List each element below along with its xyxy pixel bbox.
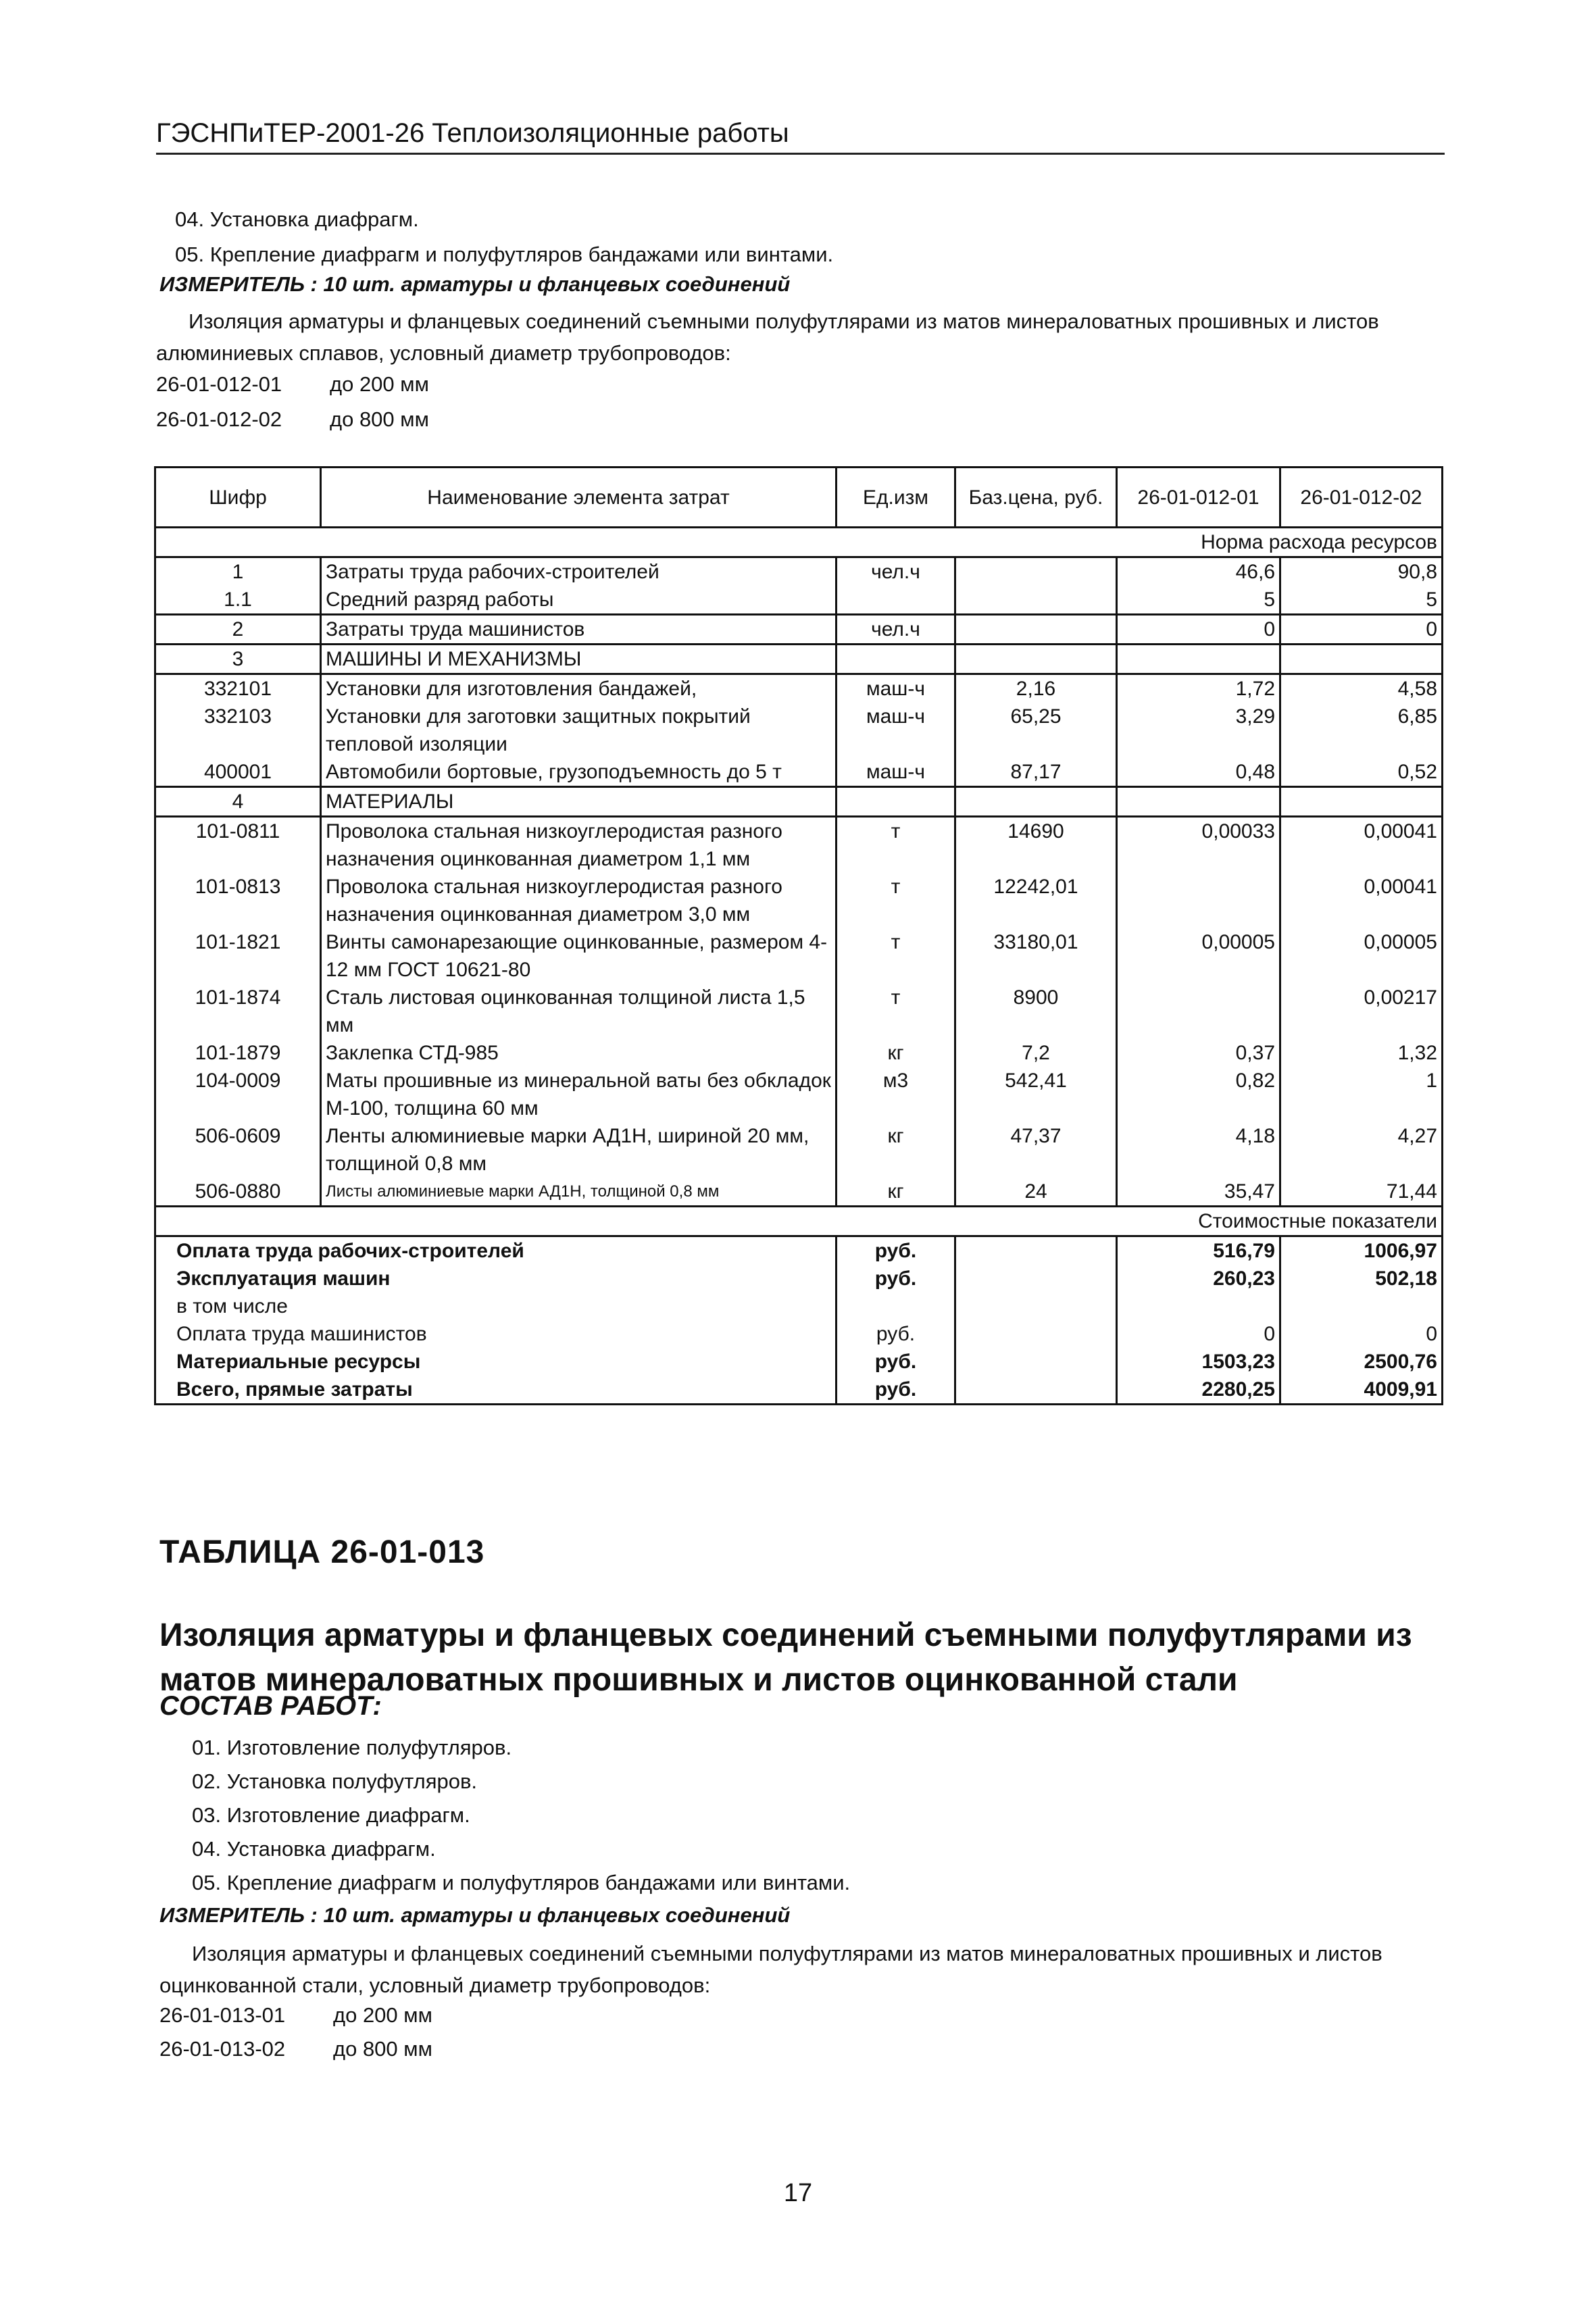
row-name: Проволока стальная низкоуглеродистая разного назначения оцинкованная диаметром 1,1 мм	[321, 817, 837, 874]
total-unit: руб.	[837, 1320, 955, 1348]
total-value-2: 502,18	[1280, 1265, 1443, 1292]
row-norm-1: 0,48	[1117, 758, 1280, 787]
row-code: 332101	[155, 674, 321, 703]
row-code: 1	[155, 557, 321, 586]
row-norm-1: 0,00033	[1117, 817, 1280, 874]
total-row	[155, 1265, 1443, 1292]
row-price	[955, 787, 1117, 817]
work-step: 05. Крепление диафрагм и полуфутляров бандажами или винтами.	[192, 1871, 851, 1894]
norm-caption: Норма расхода ресурсов	[155, 528, 1443, 557]
code-value: 26-01-012-02	[156, 407, 282, 431]
row-name: Установки для заготовки защитных покрытий тепловой изоляции	[321, 703, 837, 758]
col-header-norm-1: 26-01-012-01	[1117, 468, 1280, 528]
row-unit	[837, 645, 955, 674]
total-value-1: 0	[1117, 1320, 1280, 1348]
row-norm-2: 0	[1280, 615, 1443, 645]
row-code: 2	[155, 615, 321, 645]
row-norm-1	[1117, 984, 1280, 1039]
col-header-name: Наименование элемента затрат	[321, 468, 837, 528]
row-norm-1: 1,72	[1117, 674, 1280, 703]
row-norm-1: 0,37	[1117, 1039, 1280, 1067]
code-desc: до 800 мм	[333, 2037, 432, 2061]
row-code: 101-0811	[155, 817, 321, 874]
work-step: 03. Изготовление диафрагм.	[192, 1803, 470, 1827]
table-row	[155, 1178, 1443, 1207]
row-unit	[837, 586, 955, 615]
total-value-2	[1280, 1292, 1443, 1320]
col-header-price: Баз.цена, руб.	[955, 468, 1117, 528]
section-subtitle: Изоляция арматуры и фланцевых соединений съемными полуфутлярами из матов минераловатных прошивных и листов оцинкованной стали	[159, 1617, 1412, 1698]
code-desc: до 200 мм	[330, 372, 429, 396]
code-line	[156, 405, 429, 434]
row-unit: кг	[837, 1122, 955, 1178]
row-unit: т	[837, 928, 955, 984]
row-norm-2	[1280, 787, 1443, 817]
row-code: 104-0009	[155, 1067, 321, 1122]
table-header-row	[155, 468, 1443, 528]
work-step: 04. Установка диафрагм.	[175, 207, 419, 231]
row-norm-2: 4,27	[1280, 1122, 1443, 1178]
code-desc: до 800 мм	[330, 407, 429, 431]
row-unit: маш-ч	[837, 758, 955, 787]
code-line	[156, 370, 429, 399]
measure-unit: ИЗМЕРИТЕЛЬ : 10 шт. арматуры и фланцевых соединений	[159, 1903, 791, 1927]
row-norm-2: 6,85	[1280, 703, 1443, 758]
row-unit: чел.ч	[837, 615, 955, 645]
table-caption-row	[155, 528, 1443, 557]
table-row	[155, 817, 1443, 874]
total-unit: руб.	[837, 1236, 955, 1265]
table-row	[155, 557, 1443, 586]
total-empty-cell	[955, 1292, 1117, 1320]
row-unit: чел.ч	[837, 557, 955, 586]
table-section-row	[155, 645, 1443, 674]
code-desc: до 200 мм	[333, 2003, 432, 2027]
row-price: 7,2	[955, 1039, 1117, 1067]
row-code: 506-0880	[155, 1178, 321, 1207]
row-norm-1: 5	[1117, 586, 1280, 615]
row-name: Затраты труда машинистов	[321, 615, 837, 645]
total-value-2: 2500,76	[1280, 1348, 1443, 1376]
total-name: Оплата труда машинистов	[155, 1320, 837, 1348]
row-code: 101-0813	[155, 873, 321, 928]
work-step: 04. Установка диафрагм.	[192, 1837, 436, 1861]
work-composition-caption: СОСТАВ РАБОТ:	[159, 1691, 382, 1721]
total-empty-cell	[955, 1265, 1117, 1292]
row-code: 1.1	[155, 586, 321, 615]
row-price: 12242,01	[955, 873, 1117, 928]
total-unit: руб.	[837, 1376, 955, 1405]
row-code: 101-1874	[155, 984, 321, 1039]
table-row	[155, 615, 1443, 645]
col-header-unit: Ед.изм	[837, 468, 955, 528]
row-code: 101-1879	[155, 1039, 321, 1067]
row-price: 24	[955, 1178, 1117, 1207]
row-norm-2: 0,00005	[1280, 928, 1443, 984]
row-norm-2: 5	[1280, 586, 1443, 615]
row-price: 542,41	[955, 1067, 1117, 1122]
row-name: Проволока стальная низкоуглеродистая разного назначения оцинкованная диаметром 3,0 мм	[321, 873, 837, 928]
total-value-1: 2280,25	[1117, 1376, 1280, 1405]
measure-unit: ИЗМЕРИТЕЛЬ : 10 шт. арматуры и фланцевых соединений	[159, 272, 791, 296]
row-unit	[837, 787, 955, 817]
total-value-2: 4009,91	[1280, 1376, 1443, 1405]
page-header: ГЭСНПиТЕР-2001-26 Теплоизоляционные работы	[156, 114, 1445, 155]
table-row	[155, 586, 1443, 615]
total-name: в том числе	[155, 1292, 837, 1320]
row-name: МАШИНЫ И МЕХАНИЗМЫ	[321, 645, 837, 674]
total-unit: руб.	[837, 1348, 955, 1376]
code-value: 26-01-013-02	[159, 2037, 286, 2061]
col-header-norm-2: 26-01-012-02	[1280, 468, 1443, 528]
row-name: Маты прошивные из минеральной ваты без обкладок М-100, толщина 60 мм	[321, 1067, 837, 1122]
total-empty-cell	[955, 1348, 1117, 1376]
row-name: Ленты алюминиевые марки АД1Н, шириной 20 мм, толщиной 0,8 мм	[321, 1122, 837, 1178]
total-empty-cell	[955, 1320, 1117, 1348]
work-step: 01. Изготовление полуфутляров.	[192, 1736, 512, 1759]
row-norm-1: 0	[1117, 615, 1280, 645]
work-step: 02. Установка полуфутляров.	[192, 1769, 478, 1793]
table-row	[155, 984, 1443, 1039]
row-name: Винты самонарезающие оцинкованные, размером 4-12 мм ГОСТ 10621-80	[321, 928, 837, 984]
row-name: Затраты труда рабочих-строителей	[321, 557, 837, 586]
row-code: 332103	[155, 703, 321, 758]
row-unit: маш-ч	[837, 703, 955, 758]
table-row	[155, 674, 1443, 703]
table-row	[155, 758, 1443, 787]
row-norm-2: 0,00041	[1280, 873, 1443, 928]
total-value-1: 516,79	[1117, 1236, 1280, 1265]
table-row	[155, 703, 1443, 758]
work-step: 05. Крепление диафрагм и полуфутляров бандажами или винтами.	[175, 243, 834, 266]
total-unit	[837, 1292, 955, 1320]
row-name: Средний разряд работы	[321, 586, 837, 615]
row-price: 14690	[955, 817, 1117, 874]
resource-table	[154, 466, 1443, 1405]
section-description: Изоляция арматуры и фланцевых соединений съемными полуфутлярами из матов минераловатных прошивных и листов алюминиевых сплавов, условный диаметр трубопроводов:	[156, 309, 1379, 365]
row-norm-1: 4,18	[1117, 1122, 1280, 1178]
total-name: Материальные ресурсы	[155, 1348, 837, 1376]
cost-caption: Стоимостные показатели	[155, 1207, 1443, 1236]
code-line	[159, 2001, 432, 2030]
row-norm-2: 0,52	[1280, 758, 1443, 787]
total-value-2: 1006,97	[1280, 1236, 1443, 1265]
row-unit: кг	[837, 1178, 955, 1207]
total-value-2: 0	[1280, 1320, 1443, 1348]
table-caption-row	[155, 1207, 1443, 1236]
total-value-1: 260,23	[1117, 1265, 1280, 1292]
row-price: 47,37	[955, 1122, 1117, 1178]
row-name: Листы алюминиевые марки АД1Н, толщиной 0,8 мм	[321, 1178, 837, 1207]
row-name: МАТЕРИАЛЫ	[321, 787, 837, 817]
col-header-code: Шифр	[155, 468, 321, 528]
row-norm-1: 0,82	[1117, 1067, 1280, 1122]
row-norm-2: 1,32	[1280, 1039, 1443, 1067]
total-row	[155, 1376, 1443, 1405]
row-norm-2: 0,00217	[1280, 984, 1443, 1039]
row-code: 4	[155, 787, 321, 817]
total-row	[155, 1320, 1443, 1348]
total-unit: руб.	[837, 1265, 955, 1292]
row-unit: т	[837, 984, 955, 1039]
row-name: Сталь листовая оцинкованная толщиной листа 1,5 мм	[321, 984, 837, 1039]
row-norm-2: 0,00041	[1280, 817, 1443, 874]
row-norm-1: 46,6	[1117, 557, 1280, 586]
row-code: 400001	[155, 758, 321, 787]
table-row	[155, 1039, 1443, 1067]
row-unit: т	[837, 817, 955, 874]
section-description: Изоляция арматуры и фланцевых соединений съемными полуфутлярами из матов минераловатных прошивных и листов оцинкованной стали, условный диаметр трубопроводов:	[159, 1942, 1382, 1997]
row-price: 65,25	[955, 703, 1117, 758]
row-norm-1	[1117, 873, 1280, 928]
row-norm-2: 71,44	[1280, 1178, 1443, 1207]
total-row	[155, 1236, 1443, 1265]
row-norm-2	[1280, 645, 1443, 674]
row-code: 101-1821	[155, 928, 321, 984]
code-value: 26-01-012-01	[156, 372, 282, 396]
total-value-1: 1503,23	[1117, 1348, 1280, 1376]
total-empty-cell	[955, 1376, 1117, 1405]
row-norm-1: 3,29	[1117, 703, 1280, 758]
table-title: ТАБЛИЦА 26-01-013	[159, 1534, 485, 1570]
table-section-row	[155, 787, 1443, 817]
row-unit: маш-ч	[837, 674, 955, 703]
total-row	[155, 1292, 1443, 1320]
row-unit: кг	[837, 1039, 955, 1067]
row-price: 8900	[955, 984, 1117, 1039]
row-price	[955, 645, 1117, 674]
row-code: 3	[155, 645, 321, 674]
row-price: 33180,01	[955, 928, 1117, 984]
row-norm-1: 35,47	[1117, 1178, 1280, 1207]
row-price	[955, 557, 1117, 586]
row-name: Автомобили бортовые, грузоподъемность до 5 т	[321, 758, 837, 787]
total-value-1	[1117, 1292, 1280, 1320]
row-norm-2: 1	[1280, 1067, 1443, 1122]
table-row	[155, 1067, 1443, 1122]
row-unit: т	[837, 873, 955, 928]
total-name: Эксплуатация машин	[155, 1265, 837, 1292]
total-empty-cell	[955, 1236, 1117, 1265]
row-norm-2: 4,58	[1280, 674, 1443, 703]
row-norm-1: 0,00005	[1117, 928, 1280, 984]
code-value: 26-01-013-01	[159, 2003, 286, 2027]
row-price: 2,16	[955, 674, 1117, 703]
total-name: Оплата труда рабочих-строителей	[155, 1236, 837, 1265]
row-code: 506-0609	[155, 1122, 321, 1178]
page-number: 17	[783, 2179, 813, 2207]
row-norm-2: 90,8	[1280, 557, 1443, 586]
total-name: Всего, прямые затраты	[155, 1376, 837, 1405]
total-row	[155, 1348, 1443, 1376]
row-norm-1	[1117, 787, 1280, 817]
code-line	[159, 2035, 432, 2063]
row-price	[955, 586, 1117, 615]
table-row	[155, 873, 1443, 928]
table-row	[155, 1122, 1443, 1178]
row-name: Заклепка СТД-985	[321, 1039, 837, 1067]
row-norm-1	[1117, 645, 1280, 674]
row-name: Установки для изготовления бандажей,	[321, 674, 837, 703]
row-price	[955, 615, 1117, 645]
table-row	[155, 928, 1443, 984]
row-unit: м3	[837, 1067, 955, 1122]
row-price: 87,17	[955, 758, 1117, 787]
